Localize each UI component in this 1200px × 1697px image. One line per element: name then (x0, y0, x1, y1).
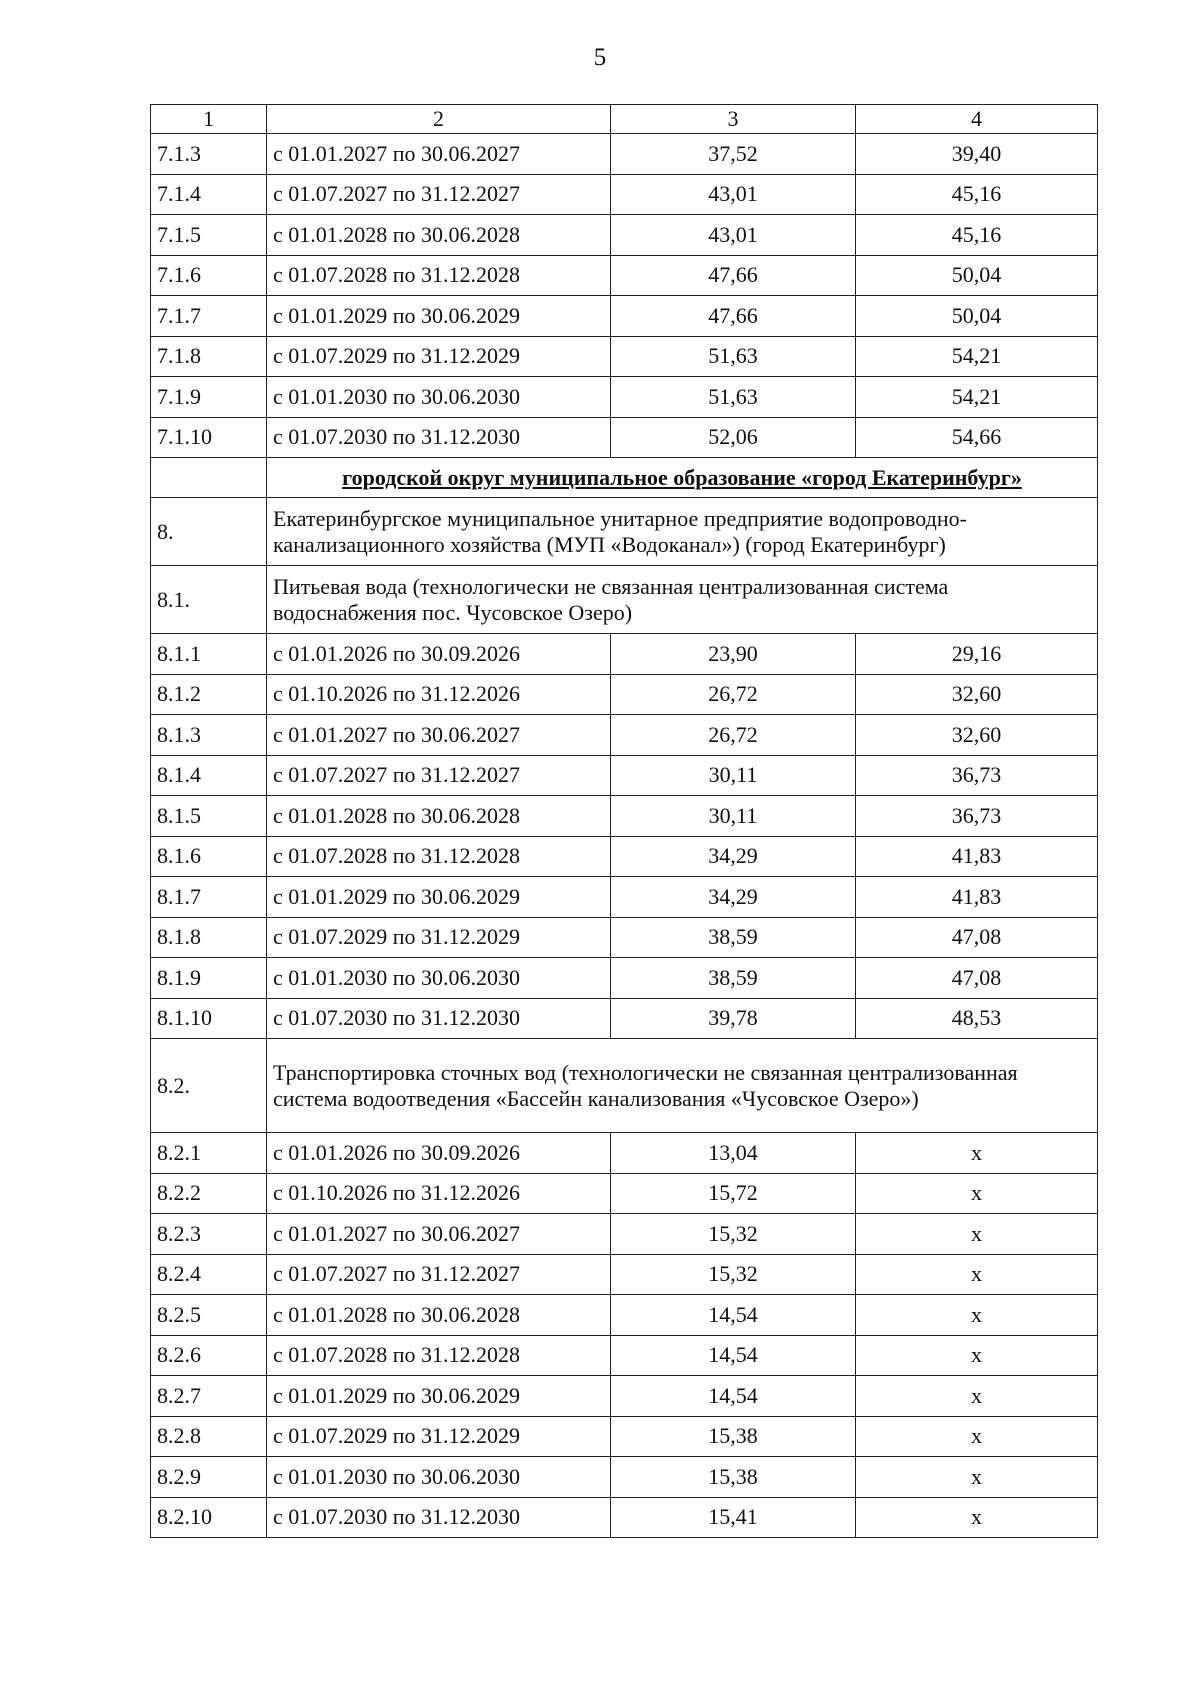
row-value-col4: х (856, 1335, 1098, 1376)
table-row (151, 1295, 1098, 1336)
row-value-col4: х (856, 1416, 1098, 1457)
section-title: городской округ муниципальное образование «город Екатеринбург» (267, 458, 1098, 498)
table-row (151, 796, 1098, 837)
organization-row (151, 498, 1098, 566)
row-number: 8.1.9 (151, 958, 267, 999)
row-period: с 01.07.2028 по 31.12.2028 (267, 255, 611, 296)
row-period: с 01.07.2027 по 31.12.2027 (267, 174, 611, 215)
row-number: 8.2.10 (151, 1497, 267, 1538)
row-number: 8.2.2 (151, 1173, 267, 1214)
row-value-col3: 15,72 (611, 1173, 856, 1214)
organization-row-number: 8. (151, 498, 267, 566)
row-value-col3: 26,72 (611, 674, 856, 715)
subsection-drinking-water-number: 8.1. (151, 566, 267, 634)
row-number: 7.1.9 (151, 377, 267, 418)
row-value-col4: 50,04 (856, 296, 1098, 337)
row-value-col3: 30,11 (611, 796, 856, 837)
row-value-col3: 15,32 (611, 1214, 856, 1255)
row-value-col4: х (856, 1173, 1098, 1214)
tariff-table (150, 104, 1098, 1538)
row-value-col4: 47,08 (856, 958, 1098, 999)
row-period: с 01.07.2029 по 31.12.2029 (267, 1416, 611, 1457)
row-period: с 01.01.2028 по 30.06.2028 (267, 796, 611, 837)
row-value-col3: 14,54 (611, 1335, 856, 1376)
row-value-col4: 50,04 (856, 255, 1098, 296)
row-value-col4: х (856, 1457, 1098, 1498)
row-value-col4: 36,73 (856, 755, 1098, 796)
row-value-col4: 36,73 (856, 796, 1098, 837)
row-value-col4: 39,40 (856, 134, 1098, 175)
row-value-col4: 41,83 (856, 836, 1098, 877)
row-value-col4: 54,21 (856, 377, 1098, 418)
row-period: с 01.07.2027 по 31.12.2027 (267, 755, 611, 796)
row-period: с 01.01.2030 по 30.06.2030 (267, 958, 611, 999)
row-number: 8.1.6 (151, 836, 267, 877)
row-number: 8.1.8 (151, 917, 267, 958)
table-row (151, 836, 1098, 877)
row-period: с 01.10.2026 по 31.12.2026 (267, 674, 611, 715)
table-row (151, 755, 1098, 796)
table-row (151, 377, 1098, 418)
row-value-col3: 13,04 (611, 1133, 856, 1174)
row-value-col3: 37,52 (611, 134, 856, 175)
table-row (151, 1173, 1098, 1214)
row-period: с 01.01.2029 по 30.06.2029 (267, 296, 611, 337)
header-cell-1: 1 (151, 105, 267, 134)
row-period: с 01.01.2028 по 30.06.2028 (267, 215, 611, 256)
row-value-col4: х (856, 1497, 1098, 1538)
row-value-col4: 54,21 (856, 336, 1098, 377)
row-value-col3: 43,01 (611, 215, 856, 256)
row-period: с 01.01.2027 по 30.06.2027 (267, 715, 611, 756)
table-row (151, 1457, 1098, 1498)
table-row (151, 715, 1098, 756)
row-number: 8.1.10 (151, 998, 267, 1039)
table-row (151, 917, 1098, 958)
table-row (151, 215, 1098, 256)
row-period: с 01.07.2030 по 31.12.2030 (267, 998, 611, 1039)
header-cell-3: 3 (611, 105, 856, 134)
row-value-col4: 32,60 (856, 715, 1098, 756)
row-number: 8.1.3 (151, 715, 267, 756)
table-row (151, 877, 1098, 918)
row-number: 8.1.7 (151, 877, 267, 918)
row-period: с 01.07.2030 по 31.12.2030 (267, 417, 611, 458)
row-value-col4: х (856, 1133, 1098, 1174)
row-value-col3: 47,66 (611, 255, 856, 296)
column-number-header (151, 105, 1098, 134)
row-period: с 01.01.2030 по 30.06.2030 (267, 377, 611, 418)
row-number: 8.2.7 (151, 1376, 267, 1417)
row-value-col3: 47,66 (611, 296, 856, 337)
row-period: с 01.01.2026 по 30.09.2026 (267, 1133, 611, 1174)
table-row (151, 336, 1098, 377)
row-period: с 01.07.2030 по 31.12.2030 (267, 1497, 611, 1538)
table-row (151, 255, 1098, 296)
row-number: 8.1.1 (151, 634, 267, 675)
table-row (151, 958, 1098, 999)
row-number: 8.2.6 (151, 1335, 267, 1376)
row-number: 7.1.4 (151, 174, 267, 215)
row-value-col4: 45,16 (856, 174, 1098, 215)
table-row (151, 1214, 1098, 1255)
row-number: 8.2.1 (151, 1133, 267, 1174)
row-value-col3: 14,54 (611, 1295, 856, 1336)
subsection-wastewater-number: 8.2. (151, 1039, 267, 1133)
row-value-col3: 14,54 (611, 1376, 856, 1417)
table-row (151, 1376, 1098, 1417)
table-row (151, 417, 1098, 458)
row-value-col3: 34,29 (611, 836, 856, 877)
table-row (151, 1335, 1098, 1376)
row-number: 7.1.10 (151, 417, 267, 458)
row-value-col3: 43,01 (611, 174, 856, 215)
subsection-wastewater-text: Транспортировка сточных вод (технологически не связанная централизованная система водоотведения «Бассейн канализования «Чусовское Озеро») (267, 1039, 1098, 1133)
row-period: с 01.01.2028 по 30.06.2028 (267, 1295, 611, 1336)
row-value-col4: 29,16 (856, 634, 1098, 675)
row-period: с 01.01.2027 по 30.06.2027 (267, 134, 611, 175)
header-cell-2: 2 (267, 105, 611, 134)
row-value-col4: 45,16 (856, 215, 1098, 256)
row-period: с 01.07.2029 по 31.12.2029 (267, 917, 611, 958)
row-period: с 01.01.2030 по 30.06.2030 (267, 1457, 611, 1498)
row-number: 7.1.5 (151, 215, 267, 256)
subsection-wastewater (151, 1039, 1098, 1133)
row-number: 8.1.4 (151, 755, 267, 796)
row-value-col3: 15,38 (611, 1416, 856, 1457)
section-row (151, 458, 1098, 498)
organization-row-text: Екатеринбургское муниципальное унитарное предприятие водопроводно-канализационного хозяйства (МУП «Водоканал») (город Екатеринбург) (267, 498, 1098, 566)
row-value-col3: 15,41 (611, 1497, 856, 1538)
row-value-col4: х (856, 1376, 1098, 1417)
row-period: с 01.07.2027 по 31.12.2027 (267, 1254, 611, 1295)
row-value-col4: 41,83 (856, 877, 1098, 918)
row-value-col4: х (856, 1295, 1098, 1336)
row-number: 8.2.5 (151, 1295, 267, 1336)
row-number: 8.1.5 (151, 796, 267, 837)
row-value-col4: 54,66 (856, 417, 1098, 458)
row-value-col4: х (856, 1254, 1098, 1295)
row-value-col3: 52,06 (611, 417, 856, 458)
row-value-col3: 34,29 (611, 877, 856, 918)
row-number: 7.1.6 (151, 255, 267, 296)
row-period: с 01.07.2028 по 31.12.2028 (267, 836, 611, 877)
row-value-col3: 30,11 (611, 755, 856, 796)
row-value-col3: 38,59 (611, 917, 856, 958)
row-period: с 01.07.2028 по 31.12.2028 (267, 1335, 611, 1376)
subsection-drinking-water-text: Питьевая вода (технологически не связанная централизованная система водоснабжения пос. Чусовское Озеро) (267, 566, 1098, 634)
row-period: с 01.01.2029 по 30.06.2029 (267, 1376, 611, 1417)
row-value-col3: 39,78 (611, 998, 856, 1039)
table-row (151, 998, 1098, 1039)
tariff-table-body (151, 105, 1098, 1538)
table-row (151, 1254, 1098, 1295)
row-number: 8.2.8 (151, 1416, 267, 1457)
table-row (151, 134, 1098, 175)
row-number: 8.2.3 (151, 1214, 267, 1255)
row-value-col3: 26,72 (611, 715, 856, 756)
row-period: с 01.07.2029 по 31.12.2029 (267, 336, 611, 377)
table-row (151, 1133, 1098, 1174)
row-period: с 01.01.2026 по 30.09.2026 (267, 634, 611, 675)
row-number: 7.1.3 (151, 134, 267, 175)
table-row (151, 634, 1098, 675)
table-row (151, 296, 1098, 337)
row-period: с 01.01.2027 по 30.06.2027 (267, 1214, 611, 1255)
row-value-col4: 32,60 (856, 674, 1098, 715)
row-value-col3: 23,90 (611, 634, 856, 675)
table-row (151, 174, 1098, 215)
row-value-col4: х (856, 1214, 1098, 1255)
row-number: 8.2.9 (151, 1457, 267, 1498)
table-row (151, 674, 1098, 715)
header-cell-4: 4 (856, 105, 1098, 134)
row-value-col3: 15,32 (611, 1254, 856, 1295)
row-number: 8.1.2 (151, 674, 267, 715)
row-number: 7.1.7 (151, 296, 267, 337)
row-period: с 01.01.2029 по 30.06.2029 (267, 877, 611, 918)
subsection-drinking-water (151, 566, 1098, 634)
row-value-col4: 48,53 (856, 998, 1098, 1039)
table-row (151, 1416, 1098, 1457)
row-value-col3: 15,38 (611, 1457, 856, 1498)
row-period: с 01.10.2026 по 31.12.2026 (267, 1173, 611, 1214)
page-number: 5 (593, 44, 607, 71)
row-value-col3: 38,59 (611, 958, 856, 999)
row-number: 8.2.4 (151, 1254, 267, 1295)
row-value-col3: 51,63 (611, 377, 856, 418)
row-value-col3: 51,63 (611, 336, 856, 377)
row-number: 7.1.8 (151, 336, 267, 377)
row-value-col4: 47,08 (856, 917, 1098, 958)
table-row (151, 1497, 1098, 1538)
section-empty-cell (151, 458, 267, 498)
